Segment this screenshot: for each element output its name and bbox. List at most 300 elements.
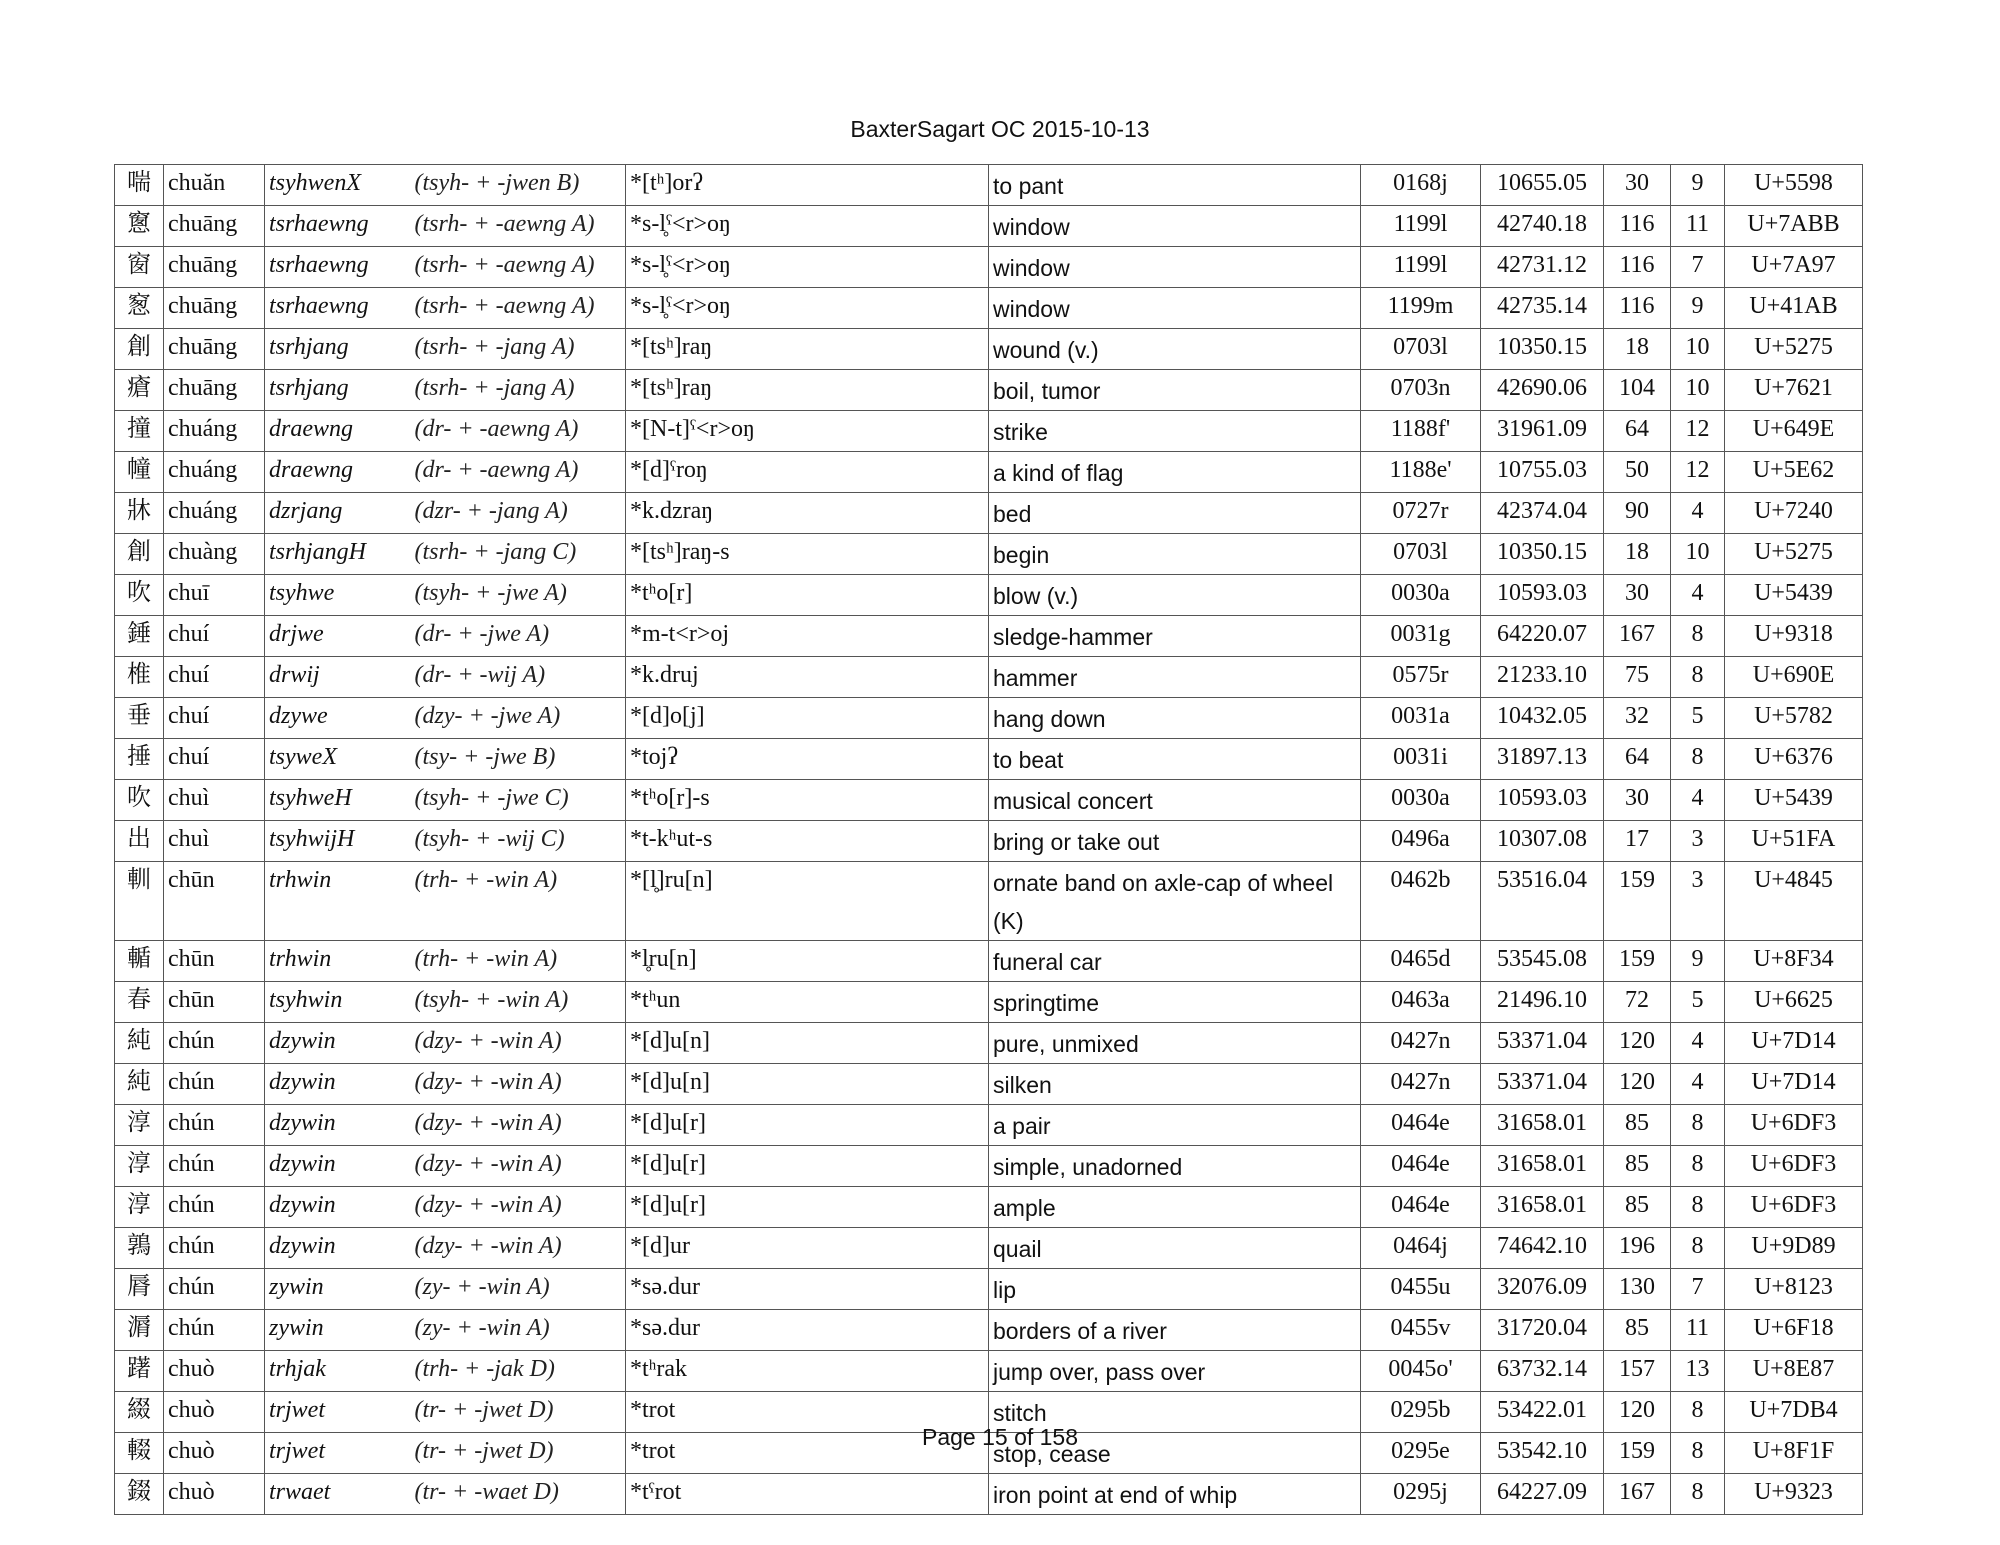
unicode-cell: U+6DF3 — [1725, 1105, 1863, 1146]
gsr-number-cell: 0455v — [1361, 1310, 1481, 1351]
gsr-number-cell: 0455u — [1361, 1269, 1481, 1310]
radical-cell: 32 — [1604, 698, 1671, 739]
middle-chinese-cell: zywin — [265, 1310, 411, 1351]
kangxi-position-cell: 10307.08 — [1481, 821, 1604, 862]
stroke-count-cell: 10 — [1671, 370, 1725, 411]
character-cell: 撞 — [115, 411, 164, 452]
character-cell: 捶 — [115, 739, 164, 780]
old-chinese-cell: *[tsʰ]raŋ-s — [626, 534, 989, 575]
pinyin-cell: chuí — [164, 739, 265, 780]
kangxi-position-cell: 10593.03 — [1481, 575, 1604, 616]
mc-analysis-cell: (tsy- + -jwe B) — [411, 739, 626, 780]
gloss-cell: begin — [989, 534, 1361, 575]
radical-cell: 30 — [1604, 780, 1671, 821]
gloss-cell: a kind of flag — [989, 452, 1361, 493]
stroke-count-cell: 11 — [1671, 1310, 1725, 1351]
stroke-count-cell: 4 — [1671, 1023, 1725, 1064]
table-row — [115, 1310, 1863, 1351]
unicode-cell: U+649E — [1725, 411, 1863, 452]
stroke-count-cell: 8 — [1671, 1187, 1725, 1228]
middle-chinese-cell: trjwet — [265, 1392, 411, 1433]
pinyin-cell: chún — [164, 1269, 265, 1310]
unicode-cell: U+5E62 — [1725, 452, 1863, 493]
gloss-cell: window — [989, 247, 1361, 288]
old-chinese-cell: *k.druj — [626, 657, 989, 698]
table-row — [115, 739, 1863, 780]
middle-chinese-cell: zywin — [265, 1269, 411, 1310]
unicode-cell: U+7ABB — [1725, 206, 1863, 247]
pinyin-cell: chuì — [164, 821, 265, 862]
old-chinese-cell: *[tsʰ]raŋ — [626, 370, 989, 411]
table-row — [115, 698, 1863, 739]
radical-cell: 64 — [1604, 411, 1671, 452]
gloss-cell: simple, unadorned — [989, 1146, 1361, 1187]
gsr-number-cell: 0295b — [1361, 1392, 1481, 1433]
page-number: Page 15 of 158 — [921, 1424, 1079, 1450]
table-row — [115, 1064, 1863, 1105]
radical-cell: 17 — [1604, 821, 1671, 862]
kangxi-position-cell: 63732.14 — [1481, 1351, 1604, 1392]
pinyin-cell: chuí — [164, 698, 265, 739]
mc-analysis-cell: (tr- + -jwet D) — [411, 1433, 626, 1474]
gsr-number-cell: 0045o' — [1361, 1351, 1481, 1392]
stroke-count-cell: 5 — [1671, 698, 1725, 739]
gsr-number-cell: 0465d — [1361, 941, 1481, 982]
unicode-cell: U+5439 — [1725, 780, 1863, 821]
old-chinese-cell: *trot — [626, 1392, 989, 1433]
unicode-cell: U+9D89 — [1725, 1228, 1863, 1269]
gsr-number-cell: 0727r — [1361, 493, 1481, 534]
pinyin-cell: chūn — [164, 982, 265, 1023]
character-cell: 窻 — [115, 206, 164, 247]
table-row — [115, 206, 1863, 247]
mc-analysis-cell: (zy- + -win A) — [411, 1269, 626, 1310]
stroke-count-cell: 12 — [1671, 452, 1725, 493]
document-title: BaxterSagart OC 2015-10-13 — [850, 116, 1150, 142]
old-chinese-cell: *sə.dur — [626, 1269, 989, 1310]
middle-chinese-cell: trhwin — [265, 941, 411, 982]
stroke-count-cell: 4 — [1671, 493, 1725, 534]
pinyin-cell: chuò — [164, 1433, 265, 1474]
table-row — [115, 452, 1863, 493]
stroke-count-cell: 9 — [1671, 288, 1725, 329]
kangxi-position-cell: 42735.14 — [1481, 288, 1604, 329]
unicode-cell: U+8E87 — [1725, 1351, 1863, 1392]
old-chinese-cell: *l̥ru[n] — [626, 941, 989, 982]
pinyin-cell: chún — [164, 1105, 265, 1146]
old-chinese-cell: *tˤrot — [626, 1474, 989, 1515]
radical-cell: 104 — [1604, 370, 1671, 411]
gloss-cell: a pair — [989, 1105, 1361, 1146]
middle-chinese-cell: tsrhaewng — [265, 288, 411, 329]
middle-chinese-cell: dzywin — [265, 1023, 411, 1064]
gloss-cell: borders of a river — [989, 1310, 1361, 1351]
character-cell: 輟 — [115, 1433, 164, 1474]
pinyin-cell: chún — [164, 1146, 265, 1187]
character-cell: 吹 — [115, 780, 164, 821]
kangxi-position-cell: 10350.15 — [1481, 329, 1604, 370]
kangxi-position-cell: 21233.10 — [1481, 657, 1604, 698]
gloss-cell: iron point at end of whip — [989, 1474, 1361, 1515]
radical-cell: 116 — [1604, 247, 1671, 288]
old-chinese-cell: *sə.dur — [626, 1310, 989, 1351]
radical-cell: 116 — [1604, 206, 1671, 247]
table-row — [115, 821, 1863, 862]
pinyin-cell: chún — [164, 1228, 265, 1269]
middle-chinese-cell: trjwet — [265, 1433, 411, 1474]
character-cell: 幢 — [115, 452, 164, 493]
pinyin-cell: chuò — [164, 1392, 265, 1433]
character-cell: 瘡 — [115, 370, 164, 411]
stroke-count-cell: 12 — [1671, 411, 1725, 452]
character-cell: 鶉 — [115, 1228, 164, 1269]
unicode-cell: U+7A97 — [1725, 247, 1863, 288]
radical-cell: 72 — [1604, 982, 1671, 1023]
stroke-count-cell: 8 — [1671, 1433, 1725, 1474]
mc-analysis-cell: (zy- + -win A) — [411, 1310, 626, 1351]
radical-cell: 18 — [1604, 534, 1671, 575]
old-chinese-cell: *[l̥]ru[n] — [626, 862, 989, 941]
character-cell: 脣 — [115, 1269, 164, 1310]
gloss-cell: springtime — [989, 982, 1361, 1023]
middle-chinese-cell: dzywin — [265, 1187, 411, 1228]
radical-cell: 64 — [1604, 739, 1671, 780]
old-chinese-cell: *m-t<r>oj — [626, 616, 989, 657]
table-row — [115, 534, 1863, 575]
pinyin-cell: chuáng — [164, 493, 265, 534]
middle-chinese-cell: trhwin — [265, 862, 411, 941]
mc-analysis-cell: (dr- + -jwe A) — [411, 616, 626, 657]
gsr-number-cell: 0168j — [1361, 165, 1481, 206]
radical-cell: 85 — [1604, 1187, 1671, 1228]
kangxi-position-cell: 31720.04 — [1481, 1310, 1604, 1351]
character-cell: 喘 — [115, 165, 164, 206]
mc-analysis-cell: (tsyh- + -jwe C) — [411, 780, 626, 821]
kangxi-position-cell: 31658.01 — [1481, 1146, 1604, 1187]
pinyin-cell: chuàng — [164, 534, 265, 575]
mc-analysis-cell: (dzy- + -win A) — [411, 1064, 626, 1105]
middle-chinese-cell: dzywe — [265, 698, 411, 739]
mc-analysis-cell: (tsyh- + -jwen B) — [411, 165, 626, 206]
dictionary-table — [114, 164, 1863, 1515]
unicode-cell: U+7D14 — [1725, 1023, 1863, 1064]
stroke-count-cell: 8 — [1671, 1146, 1725, 1187]
pinyin-cell: chuí — [164, 616, 265, 657]
character-cell: 純 — [115, 1023, 164, 1064]
pinyin-cell: chuī — [164, 575, 265, 616]
kangxi-position-cell: 53516.04 — [1481, 862, 1604, 941]
gsr-number-cell: 0031a — [1361, 698, 1481, 739]
gloss-cell: blow (v.) — [989, 575, 1361, 616]
radical-cell: 30 — [1604, 165, 1671, 206]
kangxi-position-cell: 10432.05 — [1481, 698, 1604, 739]
unicode-cell: U+5439 — [1725, 575, 1863, 616]
kangxi-position-cell: 42731.12 — [1481, 247, 1604, 288]
unicode-cell: U+7621 — [1725, 370, 1863, 411]
old-chinese-cell: *tʰun — [626, 982, 989, 1023]
pinyin-cell: chuáng — [164, 452, 265, 493]
radical-cell: 85 — [1604, 1310, 1671, 1351]
mc-analysis-cell: (dzy- + -jwe A) — [411, 698, 626, 739]
character-cell: 䆫 — [115, 288, 164, 329]
unicode-cell: U+6DF3 — [1725, 1146, 1863, 1187]
unicode-cell: U+4845 — [1725, 862, 1863, 941]
mc-analysis-cell: (tsrh- + -aewng A) — [411, 206, 626, 247]
kangxi-position-cell: 10755.03 — [1481, 452, 1604, 493]
gloss-cell: strike — [989, 411, 1361, 452]
kangxi-position-cell: 31897.13 — [1481, 739, 1604, 780]
stroke-count-cell: 10 — [1671, 329, 1725, 370]
mc-analysis-cell: (tr- + -waet D) — [411, 1474, 626, 1515]
old-chinese-cell: *s-l̥ˤ<r>oŋ — [626, 247, 989, 288]
gloss-cell: wound (v.) — [989, 329, 1361, 370]
unicode-cell: U+5275 — [1725, 329, 1863, 370]
mc-analysis-cell: (dr- + -wij A) — [411, 657, 626, 698]
old-chinese-cell: *[d]u[n] — [626, 1023, 989, 1064]
radical-cell: 120 — [1604, 1064, 1671, 1105]
gsr-number-cell: 0031g — [1361, 616, 1481, 657]
gsr-number-cell: 0464e — [1361, 1187, 1481, 1228]
middle-chinese-cell: tsyhwe — [265, 575, 411, 616]
gsr-number-cell: 1199l — [1361, 247, 1481, 288]
old-chinese-cell: *trot — [626, 1433, 989, 1474]
table-row — [115, 1474, 1863, 1515]
middle-chinese-cell: drwij — [265, 657, 411, 698]
gloss-cell: stop, cease — [989, 1433, 1361, 1474]
radical-cell: 159 — [1604, 862, 1671, 941]
stroke-count-cell: 4 — [1671, 575, 1725, 616]
kangxi-position-cell: 31658.01 — [1481, 1105, 1604, 1146]
unicode-cell: U+6F18 — [1725, 1310, 1863, 1351]
mc-analysis-cell: (tsrh- + -jang A) — [411, 329, 626, 370]
mc-analysis-cell: (tsrh- + -jang A) — [411, 370, 626, 411]
character-cell: 創 — [115, 329, 164, 370]
kangxi-position-cell: 53371.04 — [1481, 1064, 1604, 1105]
table-row — [115, 1105, 1863, 1146]
pinyin-cell: chuáng — [164, 411, 265, 452]
character-cell: 䡅 — [115, 862, 164, 941]
middle-chinese-cell: dzrjang — [265, 493, 411, 534]
mc-analysis-cell: (dzy- + -win A) — [411, 1105, 626, 1146]
middle-chinese-cell: draewng — [265, 411, 411, 452]
middle-chinese-cell: tsyhwenX — [265, 165, 411, 206]
table-row — [115, 288, 1863, 329]
unicode-cell: U+41AB — [1725, 288, 1863, 329]
gloss-cell: window — [989, 206, 1361, 247]
stroke-count-cell: 9 — [1671, 941, 1725, 982]
table-row — [115, 616, 1863, 657]
pinyin-cell: chuò — [164, 1474, 265, 1515]
gsr-number-cell: 0703n — [1361, 370, 1481, 411]
gloss-cell: ample — [989, 1187, 1361, 1228]
table-row — [115, 862, 1863, 941]
pinyin-cell: chuāng — [164, 288, 265, 329]
radical-cell: 130 — [1604, 1269, 1671, 1310]
table-row — [115, 575, 1863, 616]
table-row — [115, 780, 1863, 821]
stroke-count-cell: 4 — [1671, 780, 1725, 821]
stroke-count-cell: 7 — [1671, 1269, 1725, 1310]
gsr-number-cell: 1199l — [1361, 206, 1481, 247]
pinyin-cell: chuāng — [164, 206, 265, 247]
radical-cell: 90 — [1604, 493, 1671, 534]
old-chinese-cell: *[d]ur — [626, 1228, 989, 1269]
middle-chinese-cell: tsyhwin — [265, 982, 411, 1023]
character-cell: 垂 — [115, 698, 164, 739]
stroke-count-cell: 5 — [1671, 982, 1725, 1023]
table-row — [115, 411, 1863, 452]
middle-chinese-cell: dzywin — [265, 1105, 411, 1146]
radical-cell: 159 — [1604, 941, 1671, 982]
character-cell: 躇 — [115, 1351, 164, 1392]
unicode-cell: U+9318 — [1725, 616, 1863, 657]
gsr-number-cell: 0295j — [1361, 1474, 1481, 1515]
table-row — [115, 247, 1863, 288]
stroke-count-cell: 4 — [1671, 1064, 1725, 1105]
old-chinese-cell: *s-l̥ˤ<r>oŋ — [626, 206, 989, 247]
middle-chinese-cell: tsrhjangH — [265, 534, 411, 575]
gloss-cell: hang down — [989, 698, 1361, 739]
stroke-count-cell: 8 — [1671, 657, 1725, 698]
middle-chinese-cell: tsyhwijH — [265, 821, 411, 862]
kangxi-position-cell: 21496.10 — [1481, 982, 1604, 1023]
unicode-cell: U+6DF3 — [1725, 1187, 1863, 1228]
mc-analysis-cell: (trh- + -win A) — [411, 862, 626, 941]
table-row — [115, 982, 1863, 1023]
kangxi-position-cell: 10593.03 — [1481, 780, 1604, 821]
middle-chinese-cell: tsrhaewng — [265, 206, 411, 247]
table-row — [115, 370, 1863, 411]
character-cell: 春 — [115, 982, 164, 1023]
radical-cell: 85 — [1604, 1146, 1671, 1187]
mc-analysis-cell: (tsrh- + -jang C) — [411, 534, 626, 575]
gsr-number-cell: 0462b — [1361, 862, 1481, 941]
character-cell: 漘 — [115, 1310, 164, 1351]
kangxi-position-cell: 53542.10 — [1481, 1433, 1604, 1474]
pinyin-cell: chún — [164, 1310, 265, 1351]
unicode-cell: U+5782 — [1725, 698, 1863, 739]
gsr-number-cell: 0427n — [1361, 1064, 1481, 1105]
middle-chinese-cell: drjwe — [265, 616, 411, 657]
gsr-number-cell: 0575r — [1361, 657, 1481, 698]
unicode-cell: U+8123 — [1725, 1269, 1863, 1310]
mc-analysis-cell: (dr- + -aewng A) — [411, 411, 626, 452]
character-cell: 輴 — [115, 941, 164, 982]
pinyin-cell: chuì — [164, 780, 265, 821]
gsr-number-cell: 0031i — [1361, 739, 1481, 780]
old-chinese-cell: *tojʔ — [626, 739, 989, 780]
mc-analysis-cell: (tsyh- + -jwe A) — [411, 575, 626, 616]
stroke-count-cell: 13 — [1671, 1351, 1725, 1392]
middle-chinese-cell: tsyhweH — [265, 780, 411, 821]
middle-chinese-cell: tsrhjang — [265, 370, 411, 411]
unicode-cell: U+690E — [1725, 657, 1863, 698]
table-row — [115, 1351, 1863, 1392]
table-row — [115, 1269, 1863, 1310]
gsr-number-cell: 0464e — [1361, 1146, 1481, 1187]
mc-analysis-cell: (dzy- + -win A) — [411, 1023, 626, 1064]
old-chinese-cell: *[d]u[r] — [626, 1187, 989, 1228]
middle-chinese-cell: draewng — [265, 452, 411, 493]
radical-cell: 85 — [1604, 1105, 1671, 1146]
gsr-number-cell: 0703l — [1361, 534, 1481, 575]
unicode-cell: U+6376 — [1725, 739, 1863, 780]
gloss-cell: silken — [989, 1064, 1361, 1105]
old-chinese-cell: *tʰo[r] — [626, 575, 989, 616]
character-cell: 創 — [115, 534, 164, 575]
kangxi-position-cell: 31658.01 — [1481, 1187, 1604, 1228]
kangxi-position-cell: 42690.06 — [1481, 370, 1604, 411]
table-row — [115, 657, 1863, 698]
gsr-number-cell: 0496a — [1361, 821, 1481, 862]
stroke-count-cell: 8 — [1671, 616, 1725, 657]
mc-analysis-cell: (tr- + -jwet D) — [411, 1392, 626, 1433]
stroke-count-cell: 8 — [1671, 1105, 1725, 1146]
middle-chinese-cell: tsrhjang — [265, 329, 411, 370]
stroke-count-cell: 3 — [1671, 862, 1725, 941]
mc-analysis-cell: (dr- + -aewng A) — [411, 452, 626, 493]
table-row — [115, 493, 1863, 534]
gloss-cell: lip — [989, 1269, 1361, 1310]
gsr-number-cell: 0464j — [1361, 1228, 1481, 1269]
table-row — [115, 1187, 1863, 1228]
radical-cell: 167 — [1604, 616, 1671, 657]
character-cell: 淳 — [115, 1105, 164, 1146]
pinyin-cell: chún — [164, 1187, 265, 1228]
kangxi-position-cell: 53545.08 — [1481, 941, 1604, 982]
mc-analysis-cell: (trh- + -jak D) — [411, 1351, 626, 1392]
unicode-cell: U+51FA — [1725, 821, 1863, 862]
gloss-cell: bring or take out — [989, 821, 1361, 862]
table-row — [115, 329, 1863, 370]
pinyin-cell: chuāng — [164, 329, 265, 370]
kangxi-position-cell: 53422.01 — [1481, 1392, 1604, 1433]
middle-chinese-cell: trwaet — [265, 1474, 411, 1515]
stroke-count-cell: 9 — [1671, 165, 1725, 206]
radical-cell: 120 — [1604, 1023, 1671, 1064]
gloss-cell: jump over, pass over — [989, 1351, 1361, 1392]
mc-analysis-cell: (dzy- + -win A) — [411, 1228, 626, 1269]
table-row — [115, 941, 1863, 982]
mc-analysis-cell: (tsyh- + -win A) — [411, 982, 626, 1023]
gloss-cell: to beat — [989, 739, 1361, 780]
character-cell: 出 — [115, 821, 164, 862]
kangxi-position-cell: 64227.09 — [1481, 1474, 1604, 1515]
stroke-count-cell: 11 — [1671, 206, 1725, 247]
gloss-cell: window — [989, 288, 1361, 329]
table-row — [115, 165, 1863, 206]
unicode-cell: U+8F34 — [1725, 941, 1863, 982]
unicode-cell: U+5275 — [1725, 534, 1863, 575]
mc-analysis-cell: (tsyh- + -wij C) — [411, 821, 626, 862]
pinyin-cell: chún — [164, 1064, 265, 1105]
pinyin-cell: chuāng — [164, 370, 265, 411]
gsr-number-cell: 0030a — [1361, 780, 1481, 821]
gloss-cell: boil, tumor — [989, 370, 1361, 411]
middle-chinese-cell: dzywin — [265, 1146, 411, 1187]
stroke-count-cell: 3 — [1671, 821, 1725, 862]
old-chinese-cell: *[d]u[n] — [626, 1064, 989, 1105]
character-cell: 淳 — [115, 1187, 164, 1228]
character-cell: 純 — [115, 1064, 164, 1105]
gsr-number-cell: 0463a — [1361, 982, 1481, 1023]
mc-analysis-cell: (dzy- + -win A) — [411, 1146, 626, 1187]
mc-analysis-cell: (trh- + -win A) — [411, 941, 626, 982]
gsr-number-cell: 1188e' — [1361, 452, 1481, 493]
old-chinese-cell: *tʰo[r]-s — [626, 780, 989, 821]
radical-cell: 75 — [1604, 657, 1671, 698]
kangxi-position-cell: 74642.10 — [1481, 1228, 1604, 1269]
